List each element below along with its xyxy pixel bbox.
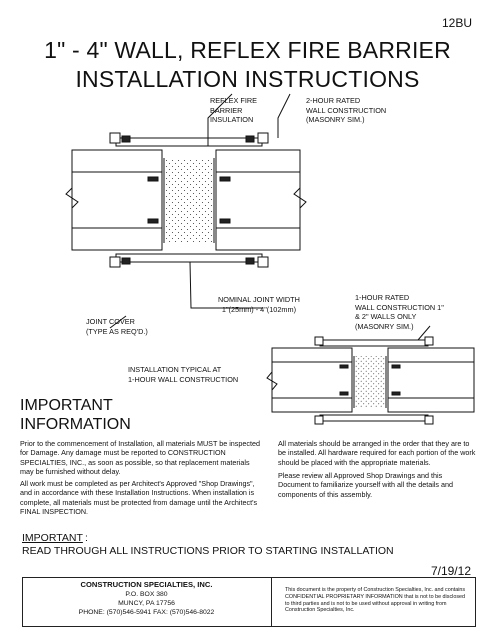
one-hour-wall-label: 1-HOUR RATED WALL CONSTRUCTION 1" & 2" WALLS ONLY (MASONRY SIM.) xyxy=(355,293,444,331)
document-code: 12BU xyxy=(441,16,472,30)
joint-cover-label: JOINT COVER (TYPE AS REQ'D.) xyxy=(86,317,148,336)
title-line-1: 1" - 4" WALL, REFLEX FIRE BARRIER xyxy=(44,37,451,63)
title-line-2: INSTALLATION INSTRUCTIONS xyxy=(75,66,420,92)
important-colon: : xyxy=(85,532,88,544)
reflex-insulation-label: REFLEX FIRE BARRIER INSULATION xyxy=(210,96,258,124)
important-information-heading: IMPORTANT INFORMATION xyxy=(20,397,131,433)
company-name: CONSTRUCTION SPECIALTIES, INC. xyxy=(80,580,213,589)
installation-typical-label: INSTALLATION TYPICAL AT 1-HOUR WALL CONSTRUCTION xyxy=(128,365,239,384)
company-po-box: P.O. BOX 380 xyxy=(125,591,168,598)
two-hour-wall-drawing xyxy=(66,94,306,328)
company-city: MUNCY, PA 17756 xyxy=(118,600,175,607)
important-label: IMPORTANT xyxy=(22,532,83,544)
read-instructions-notice: READ THROUGH ALL INSTRUCTIONS PRIOR TO STARTING INSTALLATION xyxy=(22,545,394,557)
paragraph-arrangement: All materials should be arranged in the order that they are to be installed. All hardware required for each portion of the work should be placed with the appropriate materials. xyxy=(278,439,476,467)
company-phone: PHONE: (570)546-5941 FAX: (570)546-8022 xyxy=(78,609,215,616)
paragraph-review: Please review all Approved Shop Drawings and this Document to familiarize yourself with all the details and components of this assembly. xyxy=(278,471,453,499)
footer-divider xyxy=(271,577,272,627)
paragraph-shop-drawings: All work must be completed as per Architect's Approved "Shop Drawings", and in accordance with these Installation Instructions. When installation is complete, all materials must be protected from damage until the Architect's FINAL INSPECTION. xyxy=(20,479,258,516)
nominal-joint-width-label: NOMINAL JOINT WIDTH 1"(25mm) - 4"(102mm) xyxy=(218,295,300,314)
document-date: 7/19/12 xyxy=(430,564,471,578)
confidentiality-disclaimer: This document is the property of Construction Specialties, Inc. and contains CONFIDENTIAL PROPRIETARY INFORMATION that is not to be disclosed to third parties and is not to be used without approval in writing from Construction Specialties, Inc. xyxy=(285,587,466,614)
one-hour-wall-drawing xyxy=(267,326,474,424)
paragraph-inspection: Prior to the commencement of Installation, all materials MUST be inspected for Damage. Any damage must be reported to CONSTRUCTION SPECIALTIES, INC., as soon as possible, so that replacement materials may be furnished without delay. xyxy=(20,439,260,476)
two-hour-wall-label: 2-HOUR RATED WALL CONSTRUCTION (MASONRY SIM.) xyxy=(306,96,387,124)
